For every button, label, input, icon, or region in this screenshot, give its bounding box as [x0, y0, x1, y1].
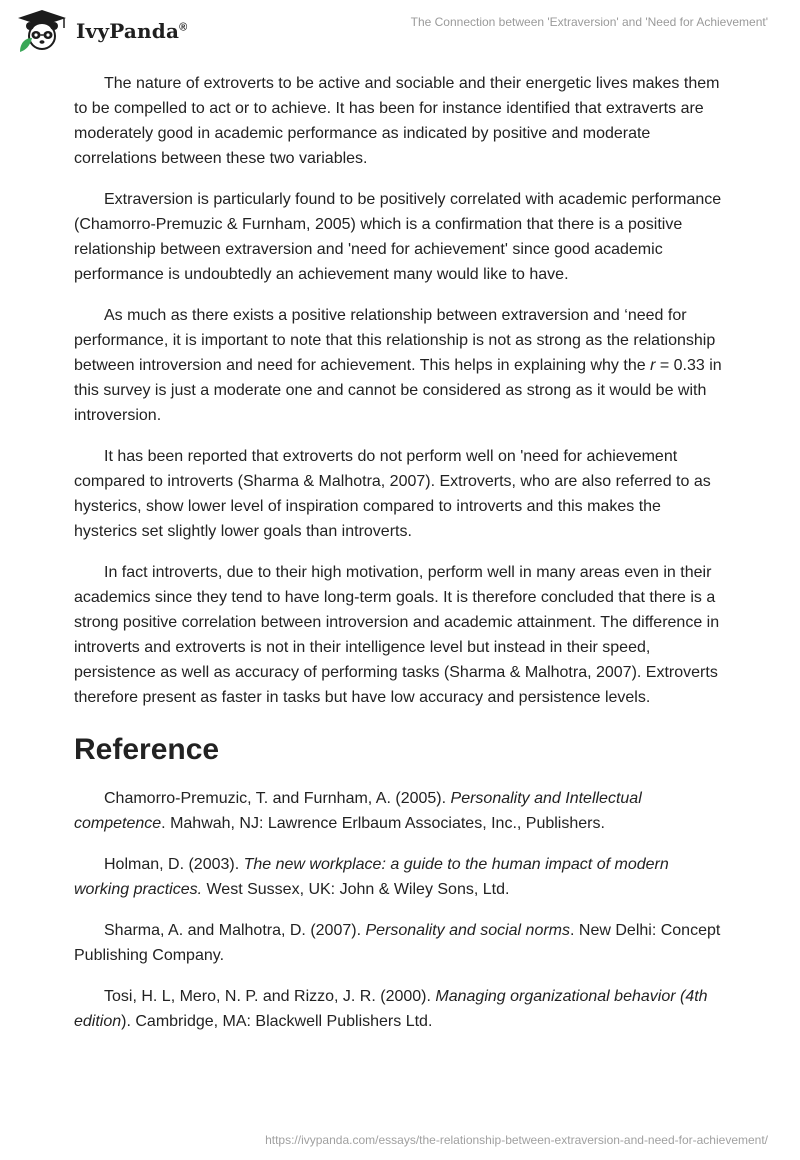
paragraph-2: Extraversion is particularly found to be positively correlated with academic performance (Chamorro-Premuzic & Furnham, 2005) which is a confirmation that there is a positive relationship between extraversion and 'need for achievement' since good academic performance is undoubtedly an achievement many would like to have.: [74, 191, 722, 283]
document-title: The Connection between 'Extraversion' and 'Need for Achievement': [410, 15, 768, 29]
brand-logo[interactable]: [14, 8, 187, 54]
references-heading: Reference: [74, 733, 220, 766]
correlation-symbol: r: [650, 357, 656, 374]
paragraph-4: It has been reported that extroverts do not perform well on 'need for achievement compared to introverts (Sharma & Malhotra, 2007). Extroverts, who are also referred to as hysterics, show lower level of inspiration compared to introverts and this makes the hysterics set slightly lower goals than introverts.: [74, 448, 711, 540]
reference-item: Sharma, A. and Malhotra, D. (2007). Personality and social norms. New Delhi: Concept Publishing Company.: [74, 922, 721, 964]
paragraph-1: The nature of extroverts to be active and sociable and their energetic lives makes them to be compelled to act or to achieve. It has been for instance identified that extraverts are moderately good in academic performance as indicated by positive and moderate correlations between these two variables.: [74, 75, 720, 167]
page-header: [0, 0, 800, 60]
source-url-link[interactable]: https://ivypanda.com/essays/the-relationship-between-extraversion-and-need-for-achievement/: [265, 1133, 768, 1147]
reference-item: Chamorro-Premuzic, T. and Furnham, A. (2005). Personality and Intellectual competence. Mahwah, NJ: Lawrence Erlbaum Associates, Inc., Publishers.: [74, 790, 642, 832]
brand-name: IvyPanda®: [76, 19, 188, 43]
registered-mark: ®: [179, 21, 188, 34]
paragraph-3: As much as there exists a positive relationship between extraversion and ‘need for performance, it is important to note that this relationship is not as strong as the relationship between introversion and need for achievement. This helps in explaining why the r = 0.33 in this survey is just a moderate one and cannot be considered as strong as it would be with introversion.: [74, 307, 722, 424]
reference-item: Tosi, H. L, Mero, N. P. and Rizzo, J. R. (2000). Managing organizational behavior (4th edition). Cambridge, MA: Blackwell Publishers Ltd.: [74, 988, 708, 1030]
panda-graduate-icon: [14, 8, 70, 54]
article-body: [74, 71, 724, 1050]
paragraph-5: In fact introverts, due to their high motivation, perform well in many areas even in their academics since they tend to have long-term goals. It is therefore concluded that there is a strong positive correlation between introversion and academic attainment. The difference in introverts and extroverts is not in their intelligence level but instead in their speed, persistence as well as accuracy of performing tasks (Sharma & Malhotra, 2007). Extroverts therefore present as faster in tasks but have low accuracy and persistence levels.: [74, 564, 720, 706]
reference-item: Holman, D. (2003). The new workplace: a guide to the human impact of modern working practices. West Sussex, UK: John & Wiley Sons, Ltd.: [74, 856, 669, 898]
